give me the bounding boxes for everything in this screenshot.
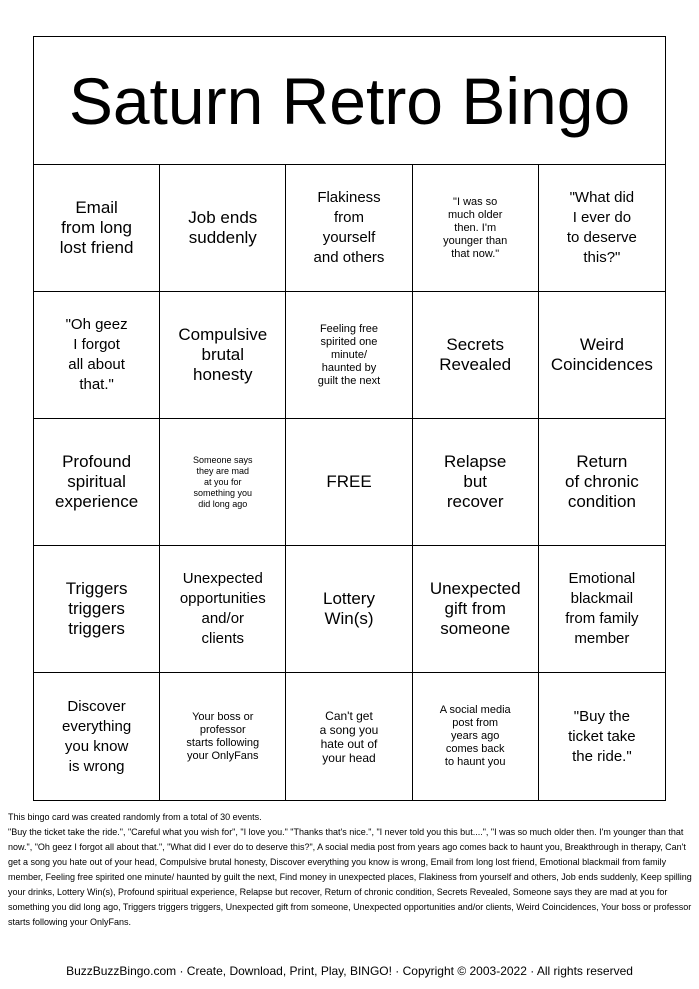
bingo-cell <box>413 546 539 673</box>
bingo-cell <box>539 419 665 546</box>
bingo-cell-text: Job ends suddenly <box>188 208 258 247</box>
bingo-cell <box>539 673 665 800</box>
title-row <box>34 37 665 165</box>
bingo-cell-text: Someone says they are mad at you for something you did long ago <box>193 454 253 509</box>
bingo-cell <box>160 673 286 800</box>
bingo-cell <box>160 292 286 419</box>
bingo-cell-text: "Buy the ticket take the ride." <box>568 707 636 765</box>
bingo-cell <box>160 546 286 673</box>
bingo-cell-text: "What did I ever do to deserve this?" <box>566 189 637 266</box>
bingo-cell-text: Return of chronic condition <box>565 452 639 511</box>
bingo-cell-text: Weird Coincidences <box>550 335 653 374</box>
bingo-cell-text: Profound spiritual experience <box>55 452 139 511</box>
bingo-cell-text: Lottery Win(s) <box>323 589 375 628</box>
bingo-cell-text: Unexpected opportunities and/or clients <box>179 570 266 647</box>
bingo-cell-text: Discover everything you know is wrong <box>61 697 132 775</box>
bingo-cell <box>286 165 412 292</box>
bingo-cell-text: Triggers triggers triggers <box>65 579 128 638</box>
bingo-cell <box>34 673 160 800</box>
event-info <box>8 810 692 930</box>
bingo-cell-text: A social media post from years ago comes back to haunt you <box>439 704 511 768</box>
bingo-cell-text: Relapse but recover <box>444 452 507 511</box>
bingo-cell <box>539 165 665 292</box>
bingo-cell <box>160 165 286 292</box>
bingo-cell-text: Compulsive brutal honesty <box>178 325 268 384</box>
bingo-grid <box>34 165 665 800</box>
card-title: Saturn Retro Bingo <box>68 63 631 138</box>
footer-copyright: BuzzBuzzBingo.com · Create, Download, Print, Play, BINGO! · Copyright © 2003-2022 · All rights reserved <box>66 964 633 978</box>
bingo-card <box>33 36 666 801</box>
bingo-cell-text: "Oh geez I forgot all about that." <box>65 316 128 393</box>
bingo-cell-text: Unexpected gift from someone <box>429 579 521 638</box>
bingo-cell-text: Can't get a song you hate out of your head <box>319 708 379 765</box>
bingo-cell-text: Emotional blackmail from family member <box>565 570 639 647</box>
bingo-cell <box>413 673 539 800</box>
bingo-cell-text: Secrets Revealed <box>439 335 512 374</box>
bingo-cell <box>286 292 412 419</box>
bingo-cell <box>286 673 412 800</box>
bingo-cell <box>34 165 160 292</box>
bingo-cell <box>286 419 412 546</box>
bingo-cell <box>286 546 412 673</box>
bingo-cell <box>34 546 160 673</box>
bingo-cell <box>34 292 160 419</box>
bingo-cell <box>413 292 539 419</box>
bingo-cell <box>539 292 665 419</box>
bingo-cell-text: "I was so much older then. I'm younger than that now." <box>443 195 508 260</box>
bingo-cell <box>413 165 539 292</box>
bingo-cell <box>160 419 286 546</box>
bingo-cell-text: Your boss or professor starts following your OnlyFans <box>186 710 260 762</box>
bingo-cell-text: Email from long lost friend <box>59 198 134 257</box>
bingo-cell-text: Feeling free spirited one minute/ haunted by guilt the next <box>317 322 381 387</box>
event-count-note: This bingo card was created randomly from a total of 30 events. <box>8 812 262 822</box>
bingo-cell <box>34 419 160 546</box>
bingo-cell <box>413 419 539 546</box>
event-list: "Buy the ticket take the ride.", "Careful what you wish for", "I love you." "Thanks that's nice.", "I never told you this but....", "I was so much older then. I'm younger than that now.", "Oh geez I forgot all about that.", "What did I ever do to deserve this?", A social media post from years ago comes back to haunt you, Breakthrough in therapy, Can't get a song you hate out of your head, Compulsive brutal honesty, Discover everything you know is wrong, Email from long lost friend, Emotional blackmail from family member, Feeling free spirited one minute/ haunted by guilt the next, Find money in unexpected places, Flakiness from yourself and others, Job ends suddenly, Keep spilling your drinks, Lottery Win(s), Profound spiritual experience, Relapse but recover, Return of chronic condition, Secrets Revealed, Someone says they are mad at you for something you did long ago, Triggers triggers triggers, Unexpected gift from someone, Unexpected opportunities and/or clients, Weird Coincidences, Your boss or professor starts following your OnlyFans. <box>8 827 692 927</box>
bingo-cell <box>539 546 665 673</box>
bingo-cell-text: Flakiness from yourself and others <box>313 189 385 266</box>
bingo-cell-text: FREE <box>326 472 372 491</box>
